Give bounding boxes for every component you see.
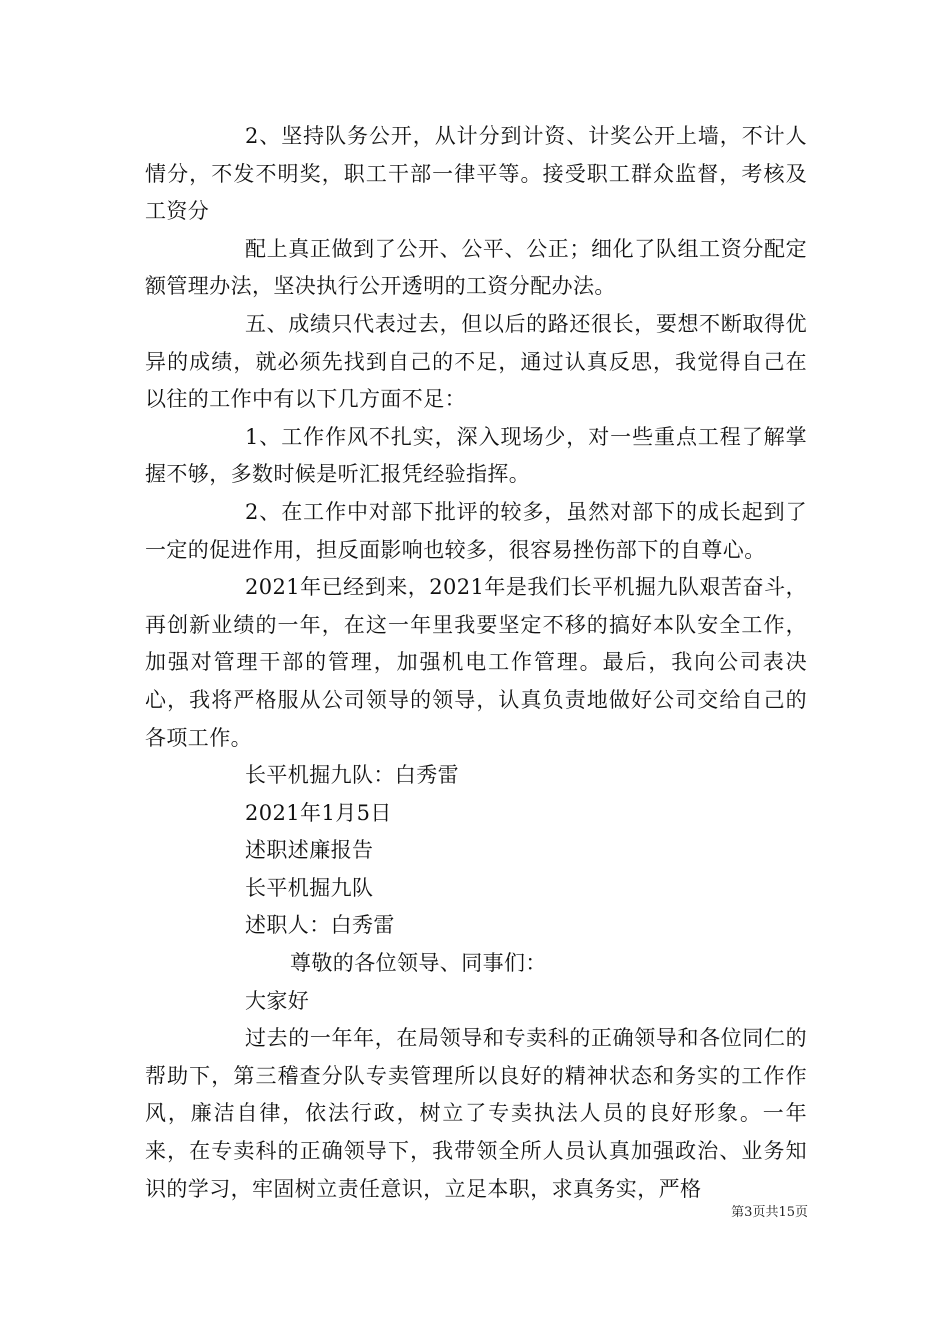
report-author: 述职人：白秀雷 (245, 913, 395, 938)
paragraph-shortcoming-2: 2、在工作中对部下批评的较多，虽然对部下的成长起到了一定的促进作用，担反面影响也较多，很容易挫伤部下的自尊心。 (145, 499, 807, 562)
greeting: 大家好 (245, 988, 310, 1013)
paragraph-queue-transparency: 2、坚持队务公开，从计分到计资、计奖公开上墙，不计人情分，不发不明奖，职工干部一律平等。接受职工群众监督，考核及工资分 (145, 124, 807, 224)
signature-team-name: 长平机掘九队：白秀雷 (245, 763, 459, 788)
paragraph-wage-distribution: 配上真正做到了公开、公平、公正；细化了队组工资分配定额管理办法，坚决执行公开透明的工资分配办法。 (145, 236, 807, 299)
report-title: 述职述廉报告 (245, 838, 374, 863)
signature-date: 2021年1月5日 (245, 800, 392, 825)
document-body (145, 118, 807, 1208)
page-number-footer: 第3页共15页 (731, 1205, 808, 1220)
paragraph-shortcomings-intro: 五、成绩只代表过去，但以后的路还很长，要想不断取得优异的成绩，就必须先找到自己的不足，通过认真反思，我觉得自己在以往的工作中有以下几方面不足： (145, 311, 807, 412)
paragraph-shortcoming-1: 1、工作作风不扎实，深入现场少，对一些重点工程了解掌握不够，多数时候是听汇报凭经验指挥。 (145, 424, 807, 487)
salutation: 尊敬的各位领导、同事们： (290, 951, 547, 976)
paragraph-new-year-resolution: 2021年已经到来，2021年是我们长平机掘九队艰苦奋斗，再创新业绩的一年，在这一年里我要坚定不移的搞好本队安全工作，加强对管理干部的管理，加强机电工作管理。最后，我向公司表决心，我将严格服从公司领导的领导，认真负责地做好公司交给自己的各项工作。 (145, 575, 807, 750)
paragraph-past-year: 过去的一年年，在局领导和专卖科的正确领导和各位同仁的帮助下，第三稽查分队专卖管理所以良好的精神状态和务实的工作作风，廉洁自律，依法行政，树立了专卖执法人员的良好形象。一年来，在专卖科的正确领导下，我带领全所人员认真加强政治、业务知识的学习，牢固树立责任意识，立足本职，求真务实，严格 (145, 1026, 807, 1201)
report-team-name: 长平机掘九队 (245, 875, 374, 900)
